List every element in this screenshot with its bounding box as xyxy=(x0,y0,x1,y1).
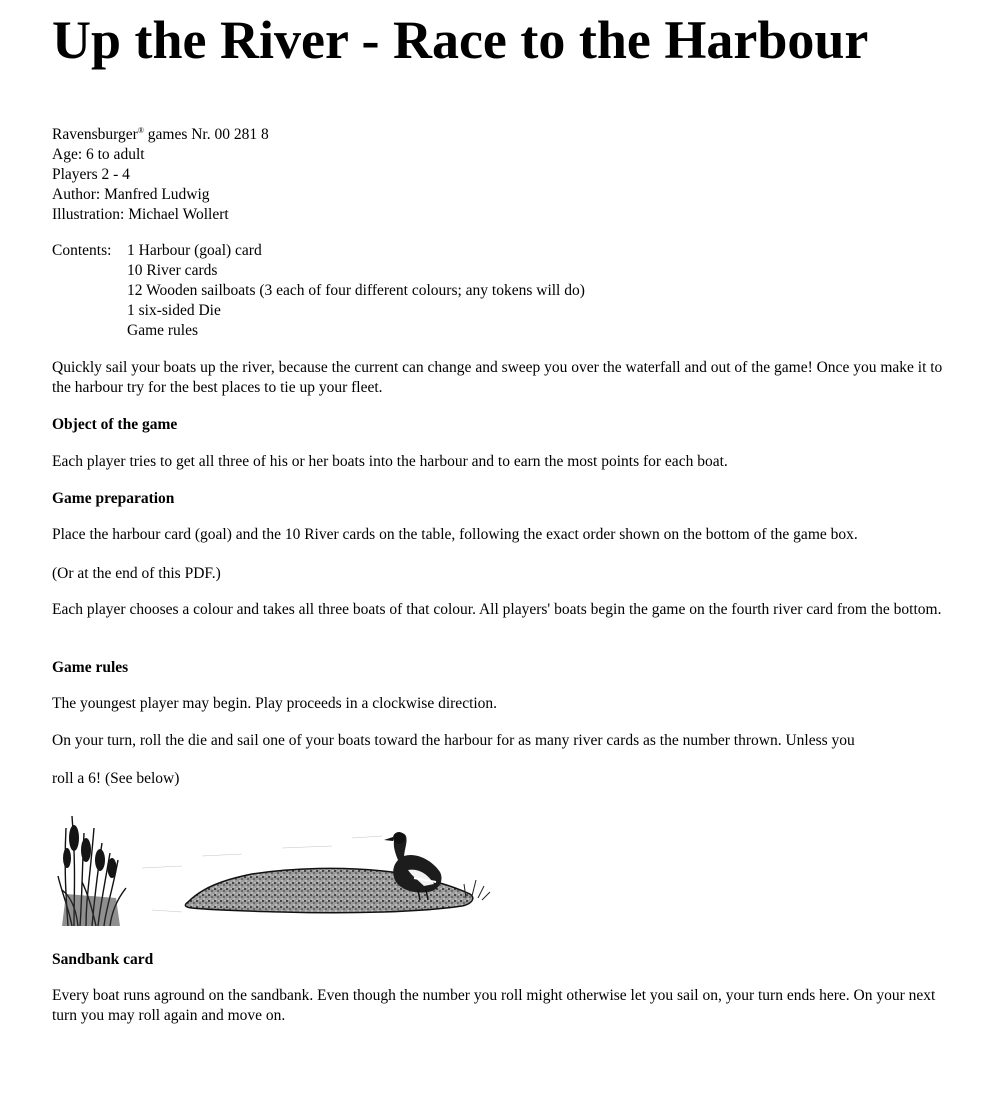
rules-heading: Game rules xyxy=(52,659,129,676)
contents-item: Game rules xyxy=(127,322,199,339)
contents-label: Contents: xyxy=(52,242,112,259)
age-line: Age: 6 to adult xyxy=(52,146,145,163)
object-text: Each player tries to get all three of his or her boats into the harbour and to earn the most points for each boat. xyxy=(52,453,728,470)
registered-mark: ® xyxy=(137,125,144,135)
sandbank-heading: Sandbank card xyxy=(52,951,154,968)
contents-item: 10 River cards xyxy=(127,262,218,279)
sandbank-text: Every boat runs aground on the sandbank. Even though the number you roll might otherwise let you sail on, your turn ends here. On your next turn you may roll again and move on. xyxy=(52,987,936,1024)
rules-text-3: roll a 6! (See below) xyxy=(52,770,180,787)
page-title: Up the River - Race to the Harbour xyxy=(52,10,869,70)
players-line: Players 2 - 4 xyxy=(52,166,130,183)
preparation-text-2: (Or at the end of this PDF.) xyxy=(52,565,221,582)
product-number: games Nr. 00 281 8 xyxy=(143,126,269,143)
author-line: Author: Manfred Ludwig xyxy=(52,186,210,203)
illustration-line: Illustration: Michael Wollert xyxy=(52,206,229,223)
reeds-icon xyxy=(58,816,126,926)
sandbank-illustration xyxy=(52,798,492,930)
intro-paragraph: Quickly sail your boats up the river, because the current can change and sweep you over the waterfall and out of the game! Once you make it to the harbour try for the best places to tie up your fleet. xyxy=(52,359,943,396)
contents-item: 12 Wooden sailboats (3 each of four different colours; any tokens will do) xyxy=(127,282,585,299)
rules-text-1: The youngest player may begin. Play proceeds in a clockwise direction. xyxy=(52,695,498,712)
publisher-line xyxy=(52,125,269,145)
contents-item: 1 Harbour (goal) card xyxy=(127,242,262,259)
rules-text-2: On your turn, roll the die and sail one of your boats toward the harbour for as many river cards as the number thrown. Unless you xyxy=(52,732,855,749)
preparation-text-3: Each player chooses a colour and takes all three boats of that colour. All players' boats begin the game on the fourth river card from the bottom. xyxy=(52,601,942,618)
object-heading: Object of the game xyxy=(52,416,178,433)
preparation-text-1: Place the harbour card (goal) and the 10 River cards on the table, following the exact order shown on the bottom of the game box. xyxy=(52,526,858,543)
publisher-name: Ravensburger xyxy=(52,126,138,143)
contents-item: 1 six-sided Die xyxy=(127,302,221,319)
preparation-heading: Game preparation xyxy=(52,490,175,507)
